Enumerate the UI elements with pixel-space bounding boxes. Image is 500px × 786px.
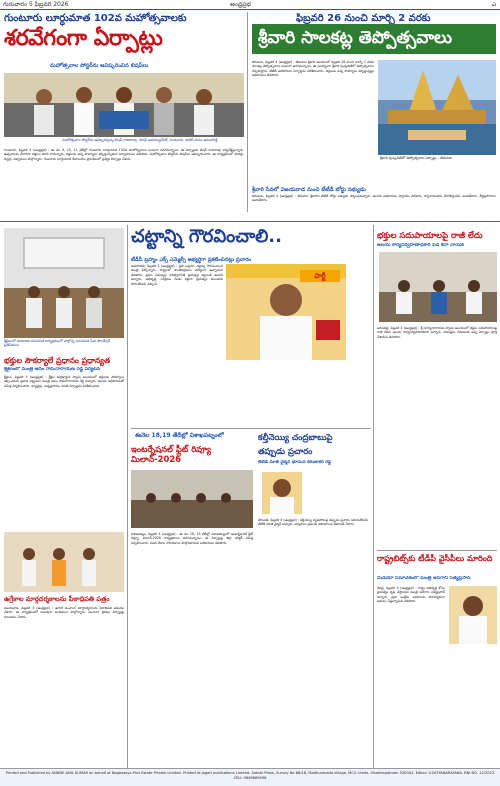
minister-anagani-photo (449, 586, 497, 644)
article-headline: తప్పుడు ప్రచారం (258, 446, 313, 456)
article-body: తిరుమల, ఫిబ్రవరి 4 (ఆంధ్రప్రభ) : తిరుమల శ్రీవారిని టీటీడీ బోర్డు సభ్యుడు దర్శించుకున్నారు. ఆలయ అధికారులు స్వాగతం పలికారు. దర్శనానంతరం వేదాశీర్వచనం అందజేశారు. తీర్థప్రసాదాలు అందజేశారు. (252, 194, 496, 203)
article-body: గుంటూరు, ఫిబ్రవరి 4 (ఆంధ్రప్రభ) : ఈ నెల 9, 10, 11 తేదీల్లో గుంటూరు లూర్ధుమాత 102వ మహోత్సవాలు ఘనంగా జరగనున్నాయి. ఈ ఏర్పాట్లను బిషప్ రాజారావు పర్యవేక్షిస్తున్నారు. ఉత్సవాలకు వేలాదిగా భక్తులు తరలి రానున్నారు. భక్తులకు అన్ని సౌకర్యాలు కల్పిస్తున్నామని నిర్వాహకులు తెలిపారు. మహోత్సవాల పోస్టర్‌ను బిషప్‌లు ఆవిష్కరించారు. ఈ కార్యక్రమంలో ఫాదర్లు, సిస్టర్లు, విశ్వాసులు పాల్గొన్నారు. గుంటూరు లూర్ధుమాత దేవాలయం ప్రాంగణంలో ప్రత్యేక ఏర్పాట్లు చేశారు. (4, 148, 244, 161)
publication-name: అంధ్రప్రభ (230, 1, 251, 8)
article-headline: ఉగ్రేకాల మార్గదర్శకాలను పీఠాధిపతి పత్రం (4, 595, 110, 603)
article-headline: శ్రీవారి సాలకట్ల తెప్పోత్సవాలు (258, 28, 452, 48)
column-rule (247, 12, 248, 212)
masthead-strip (0, 0, 500, 9)
article-body: విశాఖపట్నం, ఫిబ్రవరి 4 (ఆంధ్రప్రభ) : ఈ నెల 18, 19 తేదీల్లో విశాఖపట్నంలో ఇంటర్నేషనల్ ఫ్లీట్ రివ్యూ, మిలాన్-2026 కార్యక్రమాలు జరగనున్నాయి. ఈ ఏర్పాట్లపై జిల్లా కలెక్టర్ సమీక్ష నిర్వహించారు. వివిధ దేశాల నౌకాదళాలు పాల్గొంటాయని అధికారులు తెలిపారు. (131, 532, 253, 545)
photo-caption: శ్రీవారి పుష్కరిణిలో తెప్పోత్సవాల ఏర్పాట్లు - తిరుమల (380, 156, 453, 160)
article-subhead: శ్రీశైలంలో మంత్రి ఆనం రామనారాయణ రెడ్డి పర్యటన (4, 367, 101, 372)
article-subhead: మీడియా సమావేశంలో మంత్రి అనగాని సత్యప్రసాద్ (377, 576, 471, 581)
article-subhead: టీడీపీ బ్రహ్మం ఎక్స్ ఎమ్మెల్సీ అభ్యర్థిగా ప్రకటించినట్లు ప్రచారం (131, 257, 252, 263)
article-kicker: ఫిబ్రవరి 26 నుంచి మార్చి 2 వరకు (296, 13, 431, 24)
article-kicker: ఈనెల 18,19 తేదీల్లో విశాఖపట్నంలో (135, 432, 224, 439)
article-subhead: మహోత్సవాల పోస్టర్‌ను ఆవిష్కరించిన బిషప్‌లు (50, 63, 149, 69)
article-subhead: అలయ కార్యనిర్వహణాధికారి పిడి శీనా నాయక్ (377, 243, 464, 248)
article-headline: భక్తుల సదుపాయాలపై రాజీ లేదు (377, 230, 483, 240)
bishops-photo (4, 73, 244, 137)
imprint-line: Printed and Published by ANNDE ANIL KUMAR on behalf of Nagavasya Pins Estate Private Limited. Printed at jagati publications Limited, Sakshi Press, Survey No 88/18, Madhuravada village, MCV Limits, Visakhapatnam 530041. Editor: V.SATYANARAYANA. RNI NO. 12/2023 CELL 9849889096 (0, 768, 500, 786)
article-subkicker: శ్రీవారి సేవలో విజయవాడ నుంచి టీటీడీ బోర్డు సభ్యుడు (252, 187, 366, 193)
section-rule (0, 221, 500, 222)
masthead-rule (0, 9, 500, 10)
issue-date: గురువారం 5 ఫిబ్రవరి 2026 (3, 1, 69, 8)
column-rule (373, 225, 374, 768)
article-headline: రాష్ట్రబిట్స్‌కు టీడీపీ వైసీపీలు మారింది (377, 554, 493, 563)
temple-photo (378, 60, 496, 155)
article-headline: ఇంటర్నేషనల్ ఫ్లీట్ రివ్యూ మిలాన్-2026 (131, 444, 211, 464)
article-headline: చట్టాన్ని గౌరవించాలి.. (131, 226, 282, 247)
article-headline: భక్తుల సౌకర్యాలే ప్రధానం ప్రధాన్యత (4, 356, 111, 365)
article-body: శ్రీశైలం, ఫిబ్రవరి 4 (ఆంధ్రప్రభ) : శ్రీశైల మల్లికార్జున స్వామి ఆలయంలో భక్తులకు సౌకర్యాలు కల్పించడమే ప్రధాన లక్ష్యమని మంత్రి ఆనం రామనారాయణ రెడ్డి అన్నారు. ఆలయ అధికారులతో సమీక్ష నిర్వహించారు. క్యూలైన్లు, అన్నప్రసాదం, వసతి ఏర్పాట్లను పరిశీలించారు. (4, 375, 124, 388)
article-body: తిరుపతి, ఫిబ్రవరి 4 (ఆంధ్రప్రభ) : కల్తీనెయ్యి వ్యవహారంపై తప్పుడు ప్రచారం జరుగుతోందని టీటీడీ మాజీ ఛైర్మన్ అన్నారు. వాస్తవాలు ప్రజలకు తెలియాలని డిమాండ్ చేశారు. (258, 518, 368, 527)
article-body: అమరావతి, ఫిబ్రవరి 4 (ఆంధ్రప్రభ) : ప్రతి ఒక్కరూ చట్టాన్ని గౌరవించాలని మంత్రి పేర్కొన్నారు. రాష్ట్రంలో శాంతిభద్రతలు పటిష్టంగా ఉన్నాయని తెలిపారు. ప్రజల సమస్యల పరిష్కారానికి ప్రభుత్వం కట్టుబడి ఉందని అన్నారు. అభివృద్ధి, సంక్షేమం రెండు కళ్లుగా ప్రభుత్వం ముందుకు సాగుతోందని చెప్పారు. (131, 264, 223, 286)
panchangam-photo (4, 532, 124, 592)
photo-caption: మహోత్సవాల పోస్టర్‌ను ఆవిష్కరిస్తున్న బిషప్ రాజారావు, బిషప్ ఇమాన్యుయేల్, గుంటూరు, ఫాదర్ మనం ఆనందరెడ్డి (62, 138, 218, 142)
article-kicker: కల్తీనెయ్యి చంద్రబాబుపై (258, 432, 333, 442)
article-headline: శరవేగంగా ఏర్పాట్లు (4, 26, 163, 51)
section-rule (131, 428, 371, 429)
fleet-review-meeting-photo (131, 470, 253, 528)
article-kicker: గుంటూరు లూర్ధుమాత 102వ మహోత్సవాలకు (4, 13, 187, 24)
eo-meeting-photo (379, 252, 497, 322)
section-rule (377, 550, 497, 551)
page-marker: ఎ (491, 1, 496, 8)
article-body: రేపల్లె, ఫిబ్రవరి 4 (ఆంధ్రప్రభ) : రాష్ట్ర అభివృద్ధి కోసం ప్రభుత్వం కృషి చేస్తోందని మంత్రి అనగాని సత్యప్రసాద్ అన్నారు. ప్రజా సంక్షేమ పథకాలను పారదర్శకంగా అమలు చేస్తున్నామని తెలిపారు. (377, 586, 445, 604)
article-body: తిరుమల, ఫిబ్రవరి 4 (ఆంధ్రప్రభ) : తిరుమల శ్రీవారి ఆలయంలో ఫిబ్రవరి 26 నుంచి మార్చి 2 వరకు సాలకట్ల తెప్పోత్సవాలు ఘనంగా జరగనున్నాయి. ఈ సందర్భంగా శ్రీవారి పుష్కరిణిలో తెప్పోత్సవాలు నిర్వహిస్తారు. టీటీడీ అధికారులు ఏర్పాట్లను పరిశీలించారు. భక్తులకు అన్ని సౌకర్యాలు కల్పిస్తున్నట్లు అధికారులు తెలిపారు. (252, 60, 374, 78)
samarasata-photo (4, 228, 124, 338)
karunakar-reddy-photo (262, 472, 302, 514)
column-rule (127, 225, 128, 768)
party-badge: పార్టీ (300, 270, 340, 282)
article-body: విజయవాడ, ఫిబ్రవరి 4 (ఆంధ్రప్రభ) : ఉగాది పంచాంగ మార్గదర్శకాలను పీఠాధిపతి విడుదల చేశారు. ఈ కార్యక్రమంలో పలువురు పండితులు పాల్గొన్నారు. పంచాంగ శ్రవణం ఏర్పాట్లపై సూచనలు చేశారు. (4, 606, 124, 619)
article-body: అరసవల్లి, ఫిబ్రవరి 4 (ఆంధ్రప్రభ) : శ్రీ సూర్యనారాయణ స్వామి ఆలయంలో భక్తుల సదుపాయాలపై రాజీ లేదని ఆలయ కార్యనిర్వహణాధికారి అన్నారు. రథసప్తమి వేడుకలకు అన్ని ఏర్పాట్లు పూర్తి చేశామని తెలిపారు. (377, 326, 497, 339)
photo-caption: శ్రీశైలంలో సామాజిక సమరసత కార్యక్రమంలో పాల్గొన్న సమరసత సేవా ఫౌండేషన్ ప్రతినిధులు (4, 339, 111, 348)
article-subhead: టీటీడీ మాజీ ఛైర్మన్ భూమన కరుణాకర్ రెడ్డి (258, 460, 332, 465)
